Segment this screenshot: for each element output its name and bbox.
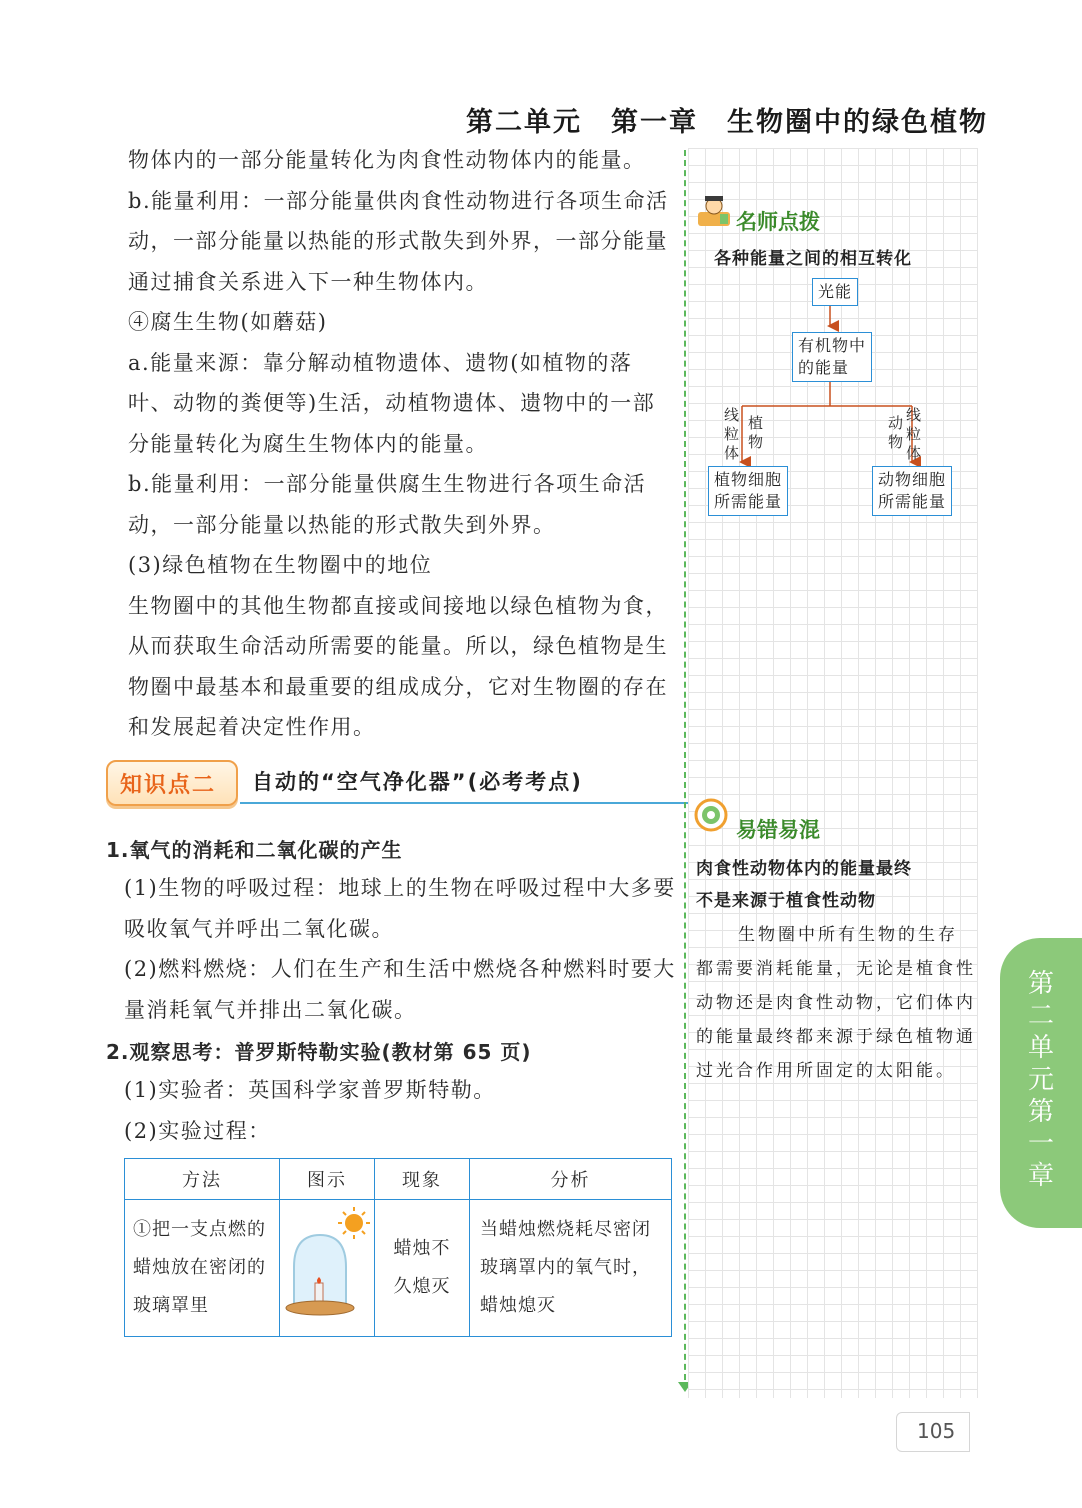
paragraph: (2)燃料燃烧：人们在生产和生活中燃烧各种燃料时要大量消耗氧气并排出二氧化碳。 (124, 957, 676, 1022)
table-cell-analysis: 当蜡烛燃烧耗尽密闭玻璃罩内的氧气时，蜡烛熄灭 (470, 1200, 672, 1337)
divider (240, 802, 714, 804)
paragraph: (3)绿色植物在生物圈中的地位 (128, 553, 433, 577)
diagram-node-line: 所需能量 (878, 492, 947, 511)
chapter-header: 第二单元 第一章 生物圈中的绿色植物 (466, 107, 988, 138)
chapter-tab-label: 第二单元 第一章 (1027, 969, 1054, 1191)
paragraph: a.能量来源：靠分解动植物遗体、遗物(如植物的落叶、动物的粪便等)生活，动植物遗体、遗物中的一部分能量转化为腐生生物体内的能量。 (128, 350, 656, 456)
mix-up-title-line2: 不是来源于植食性动物 (696, 891, 876, 911)
table-header: 图示 (280, 1159, 375, 1200)
diagram-node-plant-cell-energy (708, 466, 788, 516)
table-header-row (125, 1159, 672, 1200)
table-cell-method: ①把一支点燃的蜡烛放在密闭的玻璃罩里 (125, 1200, 280, 1337)
chapter-tab (1000, 938, 1082, 1228)
page-number-box (896, 1412, 970, 1452)
dashed-divider (684, 150, 686, 1390)
diagram-node-line: 的能量 (798, 358, 850, 377)
candle-bell-jar-illustration (284, 1201, 370, 1321)
diagram-node-light-energy: 光能 (812, 278, 858, 306)
section-body (124, 1070, 676, 1151)
mix-up-heading: 易错易混 (736, 818, 820, 842)
table-cell-illustration (280, 1200, 375, 1337)
paragraph: b.能量利用：一部分能量供腐生生物进行各项生命活动，一部分能量以热能的形式散失到外界。 (128, 472, 647, 537)
page-number: 105 (917, 1419, 956, 1443)
table-header: 现象 (375, 1159, 470, 1200)
paragraph: ④腐生生物(如蘑菇) (128, 310, 328, 334)
diagram-node-animal-cell-energy (872, 466, 952, 516)
section-body (124, 868, 676, 1030)
paragraph: b.能量利用：一部分能量供肉食性动物进行各项生命活动，一部分能量以热能的形式散失到外界，一部分能量通过捕食关系进入下一种生物体内。 (128, 188, 669, 294)
paragraph: 生物圈中的其他生物都直接或间接地以绿色植物为食，从而获取生命活动所需要的能量。所以，绿色植物是生物圈中最基本和最重要的组成成分，它对生物圈的存在和发展起着决定性作用。 (128, 593, 668, 739)
table-header: 方法 (125, 1159, 280, 1200)
knowledge-point-heading (106, 760, 610, 804)
table-row (125, 1200, 672, 1337)
section-heading: 1.氧气的消耗和二氧化碳的产生 (106, 838, 403, 862)
tip-title: 各种能量之间的相互转化 (714, 249, 912, 269)
label-animal: 动物 (888, 414, 904, 451)
label-mitochondria-right: 线粒体 (906, 406, 922, 462)
table-header: 分析 (470, 1159, 672, 1200)
label-plant: 植物 (748, 414, 764, 451)
knowledge-point-tag-label: 知识点二 (120, 773, 217, 798)
experiment-table (124, 1158, 672, 1337)
paragraph: 物体内的一部分能量转化为肉食性动物体内的能量。 (128, 148, 646, 172)
table-cell-phenomenon: 蜡烛不久熄灭 (375, 1200, 470, 1337)
label-mitochondria-left: 线粒体 (724, 406, 740, 462)
diagram-node-line: 动物细胞 (878, 470, 947, 489)
diagram-node-line: 所需能量 (714, 492, 783, 511)
knowledge-point-tag (106, 760, 238, 806)
mix-up-icon (694, 798, 728, 832)
paragraph: (1)生物的呼吸过程：地球上的生物在呼吸过程中大多要吸收氧气并呼出二氧化碳。 (124, 876, 676, 941)
paragraph: (2)实验过程： (124, 1118, 271, 1143)
mix-up-body: 生物圈中所有生物的生存都需要消耗能量，无论是植食性动物还是肉食性动物，它们体内的能量最终都来源于绿色植物通过光合作用所固定的太阳能。 (696, 925, 976, 1081)
diagram-node-line: 植物细胞 (714, 470, 783, 489)
energy-diagram (700, 270, 970, 520)
teacher-icon (696, 194, 732, 228)
diagram-node-organic-energy (792, 332, 872, 382)
section-heading: 2.观察思考：普罗斯特勒实验(教材第 65 页) (106, 1040, 532, 1064)
tip-heading: 名师点拨 (736, 210, 820, 234)
paragraph: (1)实验者：英国科学家普罗斯特勒。 (124, 1078, 496, 1102)
mix-up-title-line1: 肉食性动物体内的能量最终 (696, 859, 912, 879)
main-text (128, 140, 676, 748)
knowledge-point-title: 自动的“空气净化器”(必考考点) (252, 770, 583, 794)
diagram-node-line: 有机物中 (798, 336, 867, 355)
